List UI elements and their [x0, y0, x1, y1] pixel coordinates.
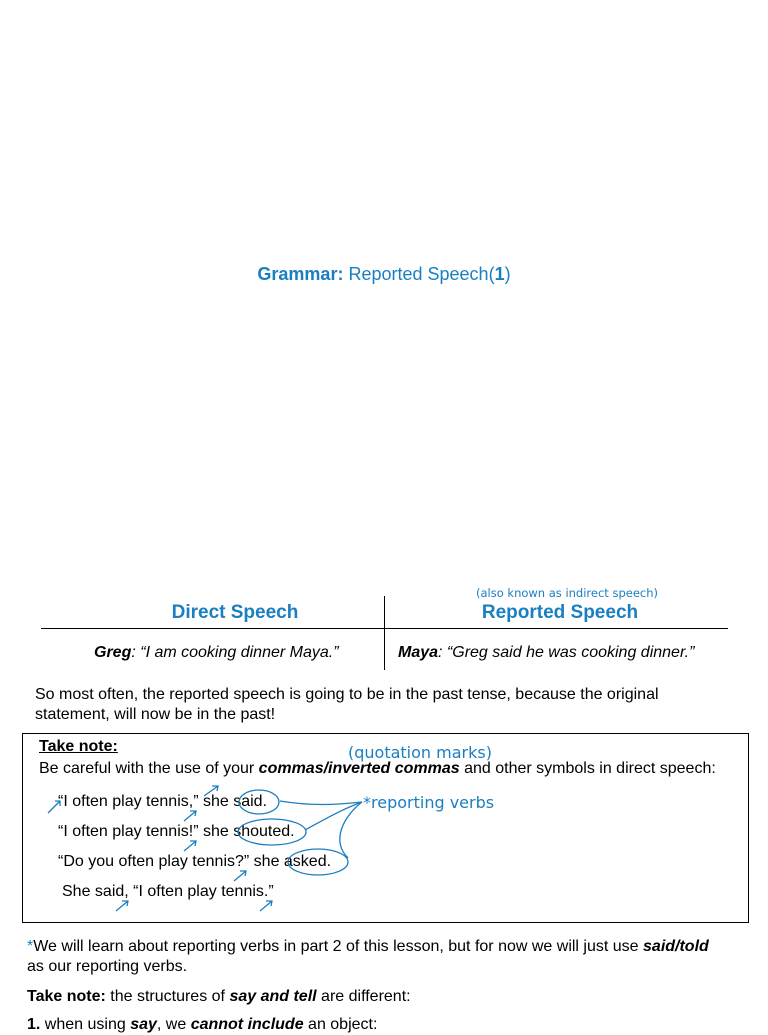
arrow-6: [116, 901, 128, 911]
reported-speaker: Maya: [398, 644, 439, 661]
example-2-verb: shouted: [233, 823, 291, 840]
arrow-7: [260, 901, 272, 911]
arrow-5: [234, 871, 246, 881]
take-note-2-end: are different:: [316, 988, 411, 1005]
reported-speech-header: Reported Speech: [481, 602, 639, 623]
summary-line-1: So most often, the reported speech is going to be in the past tense, because the original: [35, 686, 659, 703]
arrow-2: [204, 786, 218, 796]
direct-quote: : “I am cooking dinner Maya.”: [131, 644, 339, 661]
point-1-number: 1.: [27, 1016, 41, 1033]
direct-speaker: Greg: [94, 644, 132, 661]
take-note-text-before: Be careful with the use of your: [39, 760, 259, 777]
point-1: [27, 1015, 377, 1035]
take-note-2-heading: Take note:: [27, 988, 106, 1005]
say-and-tell-emphasis: say and tell: [229, 988, 317, 1005]
arrow-4: [184, 841, 196, 851]
point-1-say: say: [130, 1016, 157, 1033]
title-grammar-label: Grammar:: [257, 264, 344, 284]
commas-emphasis: commas/inverted commas: [258, 760, 460, 777]
example-4-text: She said, “I often play tennis.”: [62, 883, 274, 900]
summary-line-2: statement, will now be in the past!: [35, 706, 276, 723]
footnote-emphasis: said/told: [643, 938, 709, 955]
point-1-mid: , we: [156, 1016, 191, 1033]
footnote-text: We will learn about reporting verbs in part 2 of this lesson, but for now we will just use: [33, 938, 644, 955]
asked-circle: [288, 849, 348, 875]
example-3-end: .: [326, 853, 332, 870]
reported-quote: : “Greg said he was cooking dinner.”: [438, 644, 695, 661]
direct-speech-header: Direct Speech: [171, 602, 299, 623]
title-number: 1: [494, 264, 505, 284]
arrow-1: [48, 801, 60, 813]
footnote-star: *: [27, 938, 34, 955]
example-2-end: .: [290, 823, 295, 840]
arrow-3: [184, 811, 196, 821]
quotation-marks-annotation: (quotation marks): [348, 743, 492, 762]
shouted-circle: [238, 819, 306, 845]
point-1-end: an object:: [303, 1016, 378, 1033]
point-1-text: when using: [40, 1016, 131, 1033]
example-1-verb: said: [233, 793, 263, 810]
example-2-text: “I often play tennis!” she: [58, 823, 234, 840]
point-1-cannot: cannot include: [190, 1016, 304, 1033]
footnote-paragraph: [27, 937, 762, 977]
verb-connector-said: [280, 801, 362, 805]
take-note-text-after: and other symbols in direct speech:: [459, 760, 716, 777]
example-3-verb: asked: [283, 853, 327, 870]
example-1-text: “I often play tennis,” she: [58, 793, 234, 810]
said-circle: [239, 790, 279, 814]
take-note-2-text: the structures of: [105, 988, 230, 1005]
title-close: ): [504, 264, 511, 284]
verb-connector-shouted: [305, 802, 362, 830]
take-note-structures: [27, 987, 411, 1007]
example-1-end: .: [262, 793, 268, 810]
example-3-text: “Do you often play tennis?” she: [58, 853, 284, 870]
footnote-line-2: as our reporting verbs.: [27, 958, 188, 975]
indirect-speech-note: (also known as indirect speech): [476, 586, 658, 600]
take-note-heading: Take note:: [39, 738, 118, 755]
reporting-verbs-annotation: *reporting verbs: [363, 793, 495, 812]
title-text: Reported Speech(: [348, 264, 495, 284]
